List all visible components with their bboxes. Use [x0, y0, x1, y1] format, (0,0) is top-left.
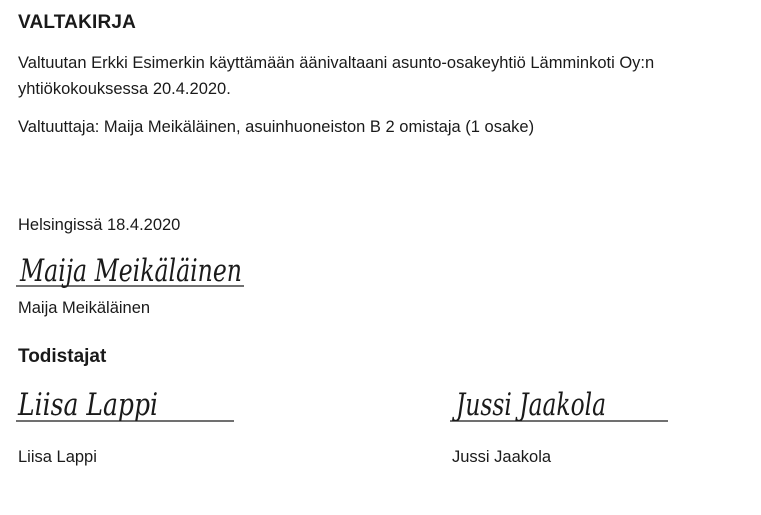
witness-signature-text: Liisa Lappi [17, 387, 159, 423]
witnesses-heading: Todistajat [18, 346, 107, 367]
witness-signature-text: Jussi Jaakola [451, 387, 606, 423]
witness-signature-jussi [450, 385, 672, 427]
principal-printed-name: Maija Meikäläinen [18, 299, 151, 317]
witness-printed-name-jussi: Jussi Jaakola [452, 448, 552, 466]
principal-signature-text: Maija Meikäläinen [19, 253, 242, 289]
witness-printed-name-liisa: Liisa Lappi [18, 448, 97, 466]
principal-signature [16, 251, 248, 293]
place-and-date: Helsingissä 18.4.2020 [18, 216, 181, 234]
witness-signature-liisa [16, 385, 238, 427]
document-title: VALTAKIRJA [18, 12, 137, 33]
authorization-paragraph: Valtuutan Erkki Esimerkin käyttämään äänivaltaani asunto-osakeyhtiö Lämminkoti Oy:n yhtiökokouksessa 20.4.2020. [18, 54, 655, 98]
principal-paragraph: Valtuuttaja: Maija Meikäläinen, asuinhuoneiston B 2 omistaja (1 osake) [18, 118, 535, 136]
